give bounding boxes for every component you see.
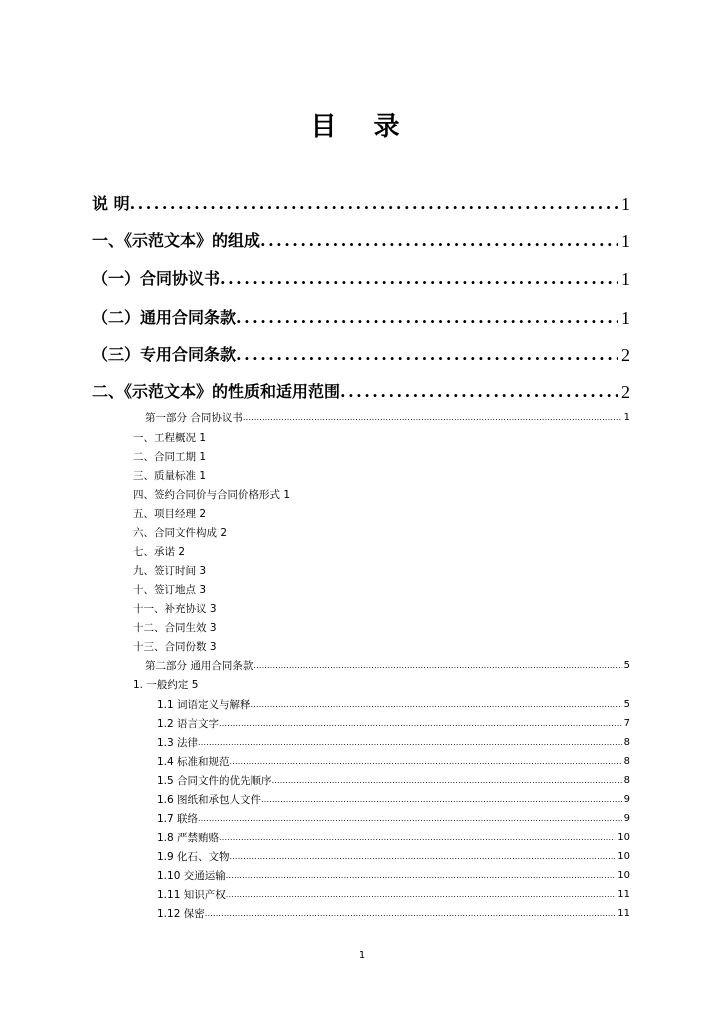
toc-page: 8	[623, 775, 630, 786]
toc-entry[interactable]	[92, 227, 630, 251]
toc-page: 10	[617, 851, 630, 862]
toc-entry-text: 说 明	[92, 194, 130, 213]
toc-entry[interactable]	[92, 190, 630, 214]
page-title: 目 录	[310, 112, 414, 142]
toc-entry-text: 1.5 合同文件的优先顺序	[157, 775, 272, 787]
toc-entry-text: 第一部分 合同协议书	[145, 412, 243, 424]
toc-leader	[236, 345, 618, 365]
toc-sub-entry[interactable]	[157, 849, 630, 864]
toc-page: 7	[623, 718, 630, 729]
toc-page: 5	[623, 660, 630, 671]
list-item[interactable]: 九、签订时间 3	[133, 565, 207, 577]
toc-entry-text: （三）专用合同条款	[92, 345, 237, 364]
toc-leader	[272, 774, 622, 788]
toc-leader	[253, 659, 621, 673]
toc-page: 11	[617, 889, 630, 900]
toc-leader	[220, 269, 618, 289]
toc-page: 9	[623, 794, 630, 805]
toc-entry-text: 1.9 化石、文物	[157, 851, 230, 863]
toc-sub-entry[interactable]	[157, 792, 630, 807]
toc-page: 11	[617, 908, 630, 919]
toc-part-entry[interactable]	[145, 410, 630, 425]
toc-page: 2	[621, 382, 630, 402]
toc-leader	[230, 850, 616, 864]
toc-page: 8	[623, 737, 630, 748]
toc-part-entry[interactable]	[145, 658, 630, 673]
toc-page: 1	[621, 194, 630, 214]
toc-leader	[226, 869, 616, 883]
toc-entry[interactable]	[92, 265, 630, 289]
list-item[interactable]: 六、合同文件构成 2	[133, 527, 228, 539]
toc-entry-text: 1.12 保密	[157, 908, 205, 920]
toc-leader	[219, 831, 615, 845]
toc-sub-entry[interactable]	[157, 773, 630, 788]
list-item[interactable]: 二、合同工期 1	[133, 451, 207, 463]
toc-entry-text: 1.3 法律	[157, 737, 199, 749]
list-item[interactable]: 三、质量标准 1	[133, 470, 207, 482]
toc-sub-entry[interactable]	[157, 754, 630, 769]
toc-leader	[236, 308, 618, 328]
toc-sub-entry[interactable]	[157, 716, 630, 731]
toc-page: 1	[621, 231, 630, 251]
toc-page: 2	[621, 345, 630, 365]
toc-entry-text: 一、《示范文本》的组成	[92, 231, 261, 250]
toc-entry-text: 第二部分 通用合同条款	[145, 660, 254, 672]
toc-page: 1	[621, 308, 630, 328]
toc-sub-entry[interactable]	[157, 697, 630, 712]
list-item[interactable]: 四、签约合同价与合同价格形式 1	[133, 489, 291, 501]
toc-entry[interactable]	[92, 378, 630, 402]
toc-entry-text: 1.7 联络	[157, 813, 199, 825]
toc-sub-entry[interactable]	[157, 887, 630, 902]
toc-leader	[198, 736, 622, 750]
toc-entry-text: 1.1 词语定义与解释	[157, 699, 251, 711]
toc-entry-text: 1.8 严禁贿赂	[157, 832, 220, 844]
toc-section-heading[interactable]: 1. 一般约定 5	[133, 679, 199, 691]
toc-sub-entry[interactable]	[157, 735, 630, 750]
toc-leader	[251, 698, 622, 712]
list-item[interactable]: 七、承诺 2	[133, 546, 186, 558]
toc-sub-entry[interactable]	[157, 906, 630, 921]
toc-leader	[243, 411, 622, 425]
list-item[interactable]: 十二、合同生效 3	[133, 622, 217, 634]
toc-leader	[219, 717, 622, 731]
list-item[interactable]: 十、签订地点 3	[133, 584, 207, 596]
toc-entry-text: 二、《示范文本》的性质和适用范围	[92, 382, 341, 401]
list-item[interactable]: 十三、合同份数 3	[133, 641, 217, 653]
list-item[interactable]: 一、工程概况 1	[133, 432, 207, 444]
toc-entry[interactable]	[92, 341, 630, 365]
toc-entry-text: 1.4 标准和规范	[157, 756, 230, 768]
toc-entry-text: （二）通用合同条款	[92, 308, 237, 327]
toc-page: 10	[617, 870, 630, 881]
toc-leader	[260, 231, 618, 251]
toc-page: 1	[621, 269, 630, 289]
toc-entry-text: 1.6 图纸和承包人文件	[157, 794, 262, 806]
toc-entry-text: （一）合同协议书	[92, 269, 221, 288]
toc-leader	[340, 382, 618, 402]
toc-entry-text: 1.2 语言文字	[157, 718, 220, 730]
toc-leader	[198, 812, 622, 826]
toc-leader	[230, 755, 622, 769]
toc-page: 9	[623, 813, 630, 824]
toc-entry-text: 1.10 交通运输	[157, 870, 226, 882]
list-item[interactable]: 五、项目经理 2	[133, 508, 207, 520]
list-item[interactable]: 十一、补充协议 3	[133, 603, 217, 615]
toc-leader	[205, 907, 616, 921]
toc-leader	[226, 888, 616, 902]
toc-sub-entry[interactable]	[157, 830, 630, 845]
toc-leader	[261, 793, 622, 807]
toc-leader	[130, 194, 618, 214]
toc-sub-entry[interactable]	[157, 868, 630, 883]
toc-entry-text: 1.11 知识产权	[157, 889, 226, 901]
toc-page: 8	[623, 756, 630, 767]
toc-page: 10	[617, 832, 630, 843]
page-number: 1	[358, 950, 366, 961]
toc-sub-entry[interactable]	[157, 811, 630, 826]
toc-entry[interactable]	[92, 304, 630, 328]
toc-page: 5	[623, 699, 630, 710]
toc-page: 1	[623, 412, 630, 423]
